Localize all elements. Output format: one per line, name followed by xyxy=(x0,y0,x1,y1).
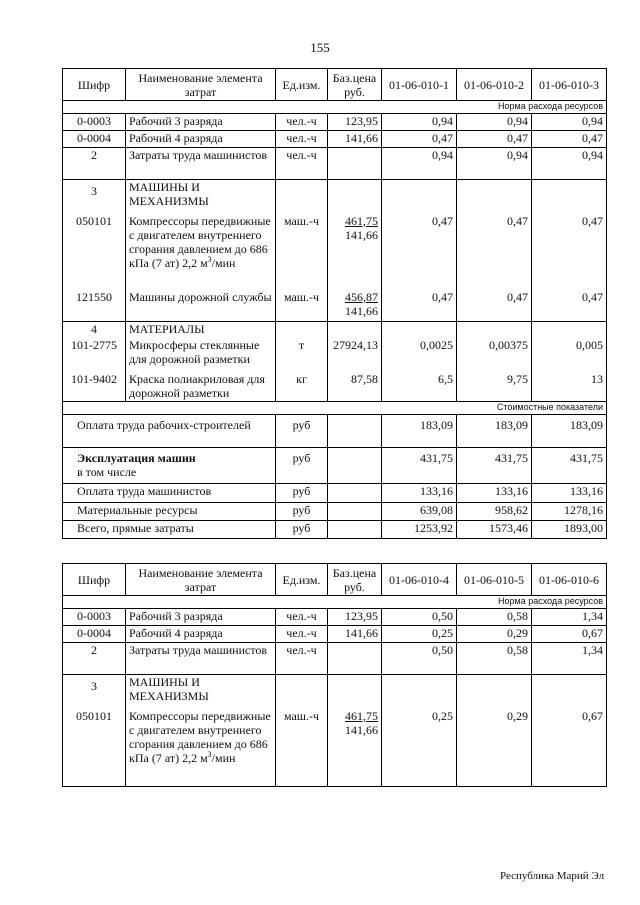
row-unit: маш.-ч xyxy=(276,290,328,322)
section-code: 4 xyxy=(63,322,126,338)
row-price: 456,87 141,66 xyxy=(328,290,382,322)
row-value: 0,94 xyxy=(457,114,532,131)
row-price: 461,75 141,66 xyxy=(328,214,382,290)
resource-table-2 xyxy=(62,563,607,787)
cost-value: 133,16 xyxy=(532,484,607,503)
row-code: 050101 xyxy=(63,709,126,787)
row-value: 0,67 xyxy=(532,626,607,643)
row-value: 1,34 xyxy=(532,609,607,626)
section-title: МАШИНЫ И МЕХАНИЗМЫ xyxy=(126,180,276,214)
row-unit: чел.-ч xyxy=(276,131,328,148)
table-row xyxy=(63,338,607,368)
row-value: 0,005 xyxy=(532,338,607,368)
row-value: 0,58 xyxy=(457,643,532,675)
norm-label: Норма расхода ресурсов xyxy=(63,596,607,609)
cost-value: 1573,46 xyxy=(457,521,532,539)
row-value: 0,00375 xyxy=(457,338,532,368)
row-value: 0,0025 xyxy=(382,338,457,368)
row-value: 0,94 xyxy=(382,148,457,180)
row-value: 0,25 xyxy=(382,626,457,643)
table-row xyxy=(63,626,607,643)
header-column: 01-06-010-3 xyxy=(532,69,607,101)
cost-unit: руб xyxy=(276,448,328,484)
header-price: Баз.цена руб. xyxy=(328,564,382,596)
row-unit: кг xyxy=(276,368,328,402)
row-unit: чел.-ч xyxy=(276,643,328,675)
row-code: 0-0003 xyxy=(63,114,126,131)
table-row xyxy=(63,114,607,131)
cost-row xyxy=(63,503,607,521)
row-unit: т xyxy=(276,338,328,368)
cost-name: Оплата труда машинистов xyxy=(63,484,276,503)
cost-row xyxy=(63,521,607,539)
cost-value: 1278,16 xyxy=(532,503,607,521)
table-row xyxy=(63,709,607,787)
row-code: 0-0004 xyxy=(63,626,126,643)
row-name: Компрессоры передвижные с двигателем внутреннего сгорания давлением до 686 кПа (7 ат) 2,2 $м^3$/мин xyxy=(126,709,276,787)
table-row xyxy=(63,368,607,402)
row-name: Компрессоры передвижные с двигателем внутреннего сгорания давлением до 686 кПа (7 ат) 2,2 $м^3$/мин xyxy=(126,214,276,290)
table-row xyxy=(63,214,607,290)
row-name: Рабочий 3 разряда xyxy=(126,609,276,626)
row-code: 2 xyxy=(63,643,126,675)
cost-name: Всего, прямые затраты xyxy=(63,521,276,539)
header-column: 01-06-010-4 xyxy=(382,564,457,596)
header-unit: Ед.изм. xyxy=(276,69,328,101)
row-price: 123,95 xyxy=(328,609,382,626)
row-name: Затраты труда машинистов xyxy=(126,643,276,675)
footer-region: Республика Марий Эл xyxy=(500,870,605,882)
cost-name: Оплата труда рабочих-строителей xyxy=(63,415,276,448)
cost-label: Стоимостные показатели xyxy=(63,402,607,415)
row-unit: чел.-ч xyxy=(276,114,328,131)
row-price: 461,75 141,66 xyxy=(328,709,382,787)
row-unit: чел.-ч xyxy=(276,148,328,180)
row-price: 87,58 xyxy=(328,368,382,402)
cost-name: Эксплуатация машин в том числе xyxy=(63,448,276,484)
cost-value: 431,75 xyxy=(457,448,532,484)
cost-value: 639,08 xyxy=(382,503,457,521)
row-price: 123,95 xyxy=(328,114,382,131)
table-row xyxy=(63,131,607,148)
section-title: МАТЕРИАЛЫ xyxy=(126,322,276,338)
cost-unit: руб xyxy=(276,503,328,521)
row-name: Рабочий 4 разряда xyxy=(126,626,276,643)
cost-value: 133,16 xyxy=(457,484,532,503)
cost-row xyxy=(63,484,607,503)
row-value: 0,50 xyxy=(382,609,457,626)
row-code: 121550 xyxy=(63,290,126,322)
row-code: 101-2775 xyxy=(63,338,126,368)
header-column: 01-06-010-1 xyxy=(382,69,457,101)
row-value: 0,58 xyxy=(457,609,532,626)
row-price xyxy=(328,643,382,675)
row-value: 0,94 xyxy=(382,114,457,131)
page-number: 155 xyxy=(310,40,330,55)
row-value: 0,50 xyxy=(382,643,457,675)
header-price: Баз.цена руб. xyxy=(328,69,382,101)
header-column: 01-06-010-6 xyxy=(532,564,607,596)
header-name: Наименование элемента затрат xyxy=(126,564,276,596)
cost-value: 431,75 xyxy=(532,448,607,484)
norm-label-row xyxy=(63,596,607,609)
cost-value: 183,09 xyxy=(532,415,607,448)
row-value: 0,94 xyxy=(457,148,532,180)
table-row xyxy=(63,643,607,675)
cost-unit: руб xyxy=(276,521,328,539)
header-name: Наименование элемента затрат xyxy=(126,69,276,101)
row-unit: маш.-ч xyxy=(276,214,328,290)
section-title: МАШИНЫ И МЕХАНИЗМЫ xyxy=(126,675,276,709)
norm-label: Норма расхода ресурсов xyxy=(63,101,607,114)
table-header-row xyxy=(63,564,607,596)
row-value: 0,94 xyxy=(532,114,607,131)
row-name: Затраты труда машинистов xyxy=(126,148,276,180)
cost-value: 183,09 xyxy=(382,415,457,448)
row-price: 27924,13 xyxy=(328,338,382,368)
header-code: Шифр xyxy=(63,564,126,596)
row-price xyxy=(328,148,382,180)
table-row xyxy=(63,290,607,322)
cost-value: 1253,92 xyxy=(382,521,457,539)
row-value: 0,47 xyxy=(382,290,457,322)
section-code: 3 xyxy=(63,180,126,214)
row-value: 13 xyxy=(532,368,607,402)
row-value: 9,75 xyxy=(457,368,532,402)
row-value: 0,47 xyxy=(382,214,457,290)
cost-value: 958,62 xyxy=(457,503,532,521)
cost-value: 133,16 xyxy=(382,484,457,503)
row-value: 0,47 xyxy=(532,131,607,148)
table-row xyxy=(63,148,607,180)
section-code: 3 xyxy=(63,675,126,709)
row-name: Рабочий 4 разряда xyxy=(126,131,276,148)
table-header-row xyxy=(63,69,607,101)
norm-label-row xyxy=(63,101,607,114)
table-row xyxy=(63,609,607,626)
row-value: 0,47 xyxy=(382,131,457,148)
row-value: 0,29 xyxy=(457,626,532,643)
cost-value: 183,09 xyxy=(457,415,532,448)
cost-label-row xyxy=(63,402,607,415)
row-code: 2 xyxy=(63,148,126,180)
row-value: 0,94 xyxy=(532,148,607,180)
row-value: 6,5 xyxy=(382,368,457,402)
row-value: 0,47 xyxy=(532,214,607,290)
row-name: Рабочий 3 разряда xyxy=(126,114,276,131)
row-name: Машины дорожной службы xyxy=(126,290,276,322)
section-row xyxy=(63,322,607,338)
row-code: 0-0003 xyxy=(63,609,126,626)
row-name: Микросферы стеклянные для дорожной разметки xyxy=(126,338,276,368)
row-unit: маш.-ч xyxy=(276,709,328,787)
section-row xyxy=(63,675,607,709)
resource-table-1 xyxy=(62,68,607,539)
header-unit: Ед.изм. xyxy=(276,564,328,596)
row-code: 050101 xyxy=(63,214,126,290)
row-code: 101-9402 xyxy=(63,368,126,402)
header-column: 01-06-010-2 xyxy=(457,69,532,101)
row-value: 0,47 xyxy=(457,214,532,290)
row-unit: чел.-ч xyxy=(276,609,328,626)
row-value: 0,47 xyxy=(457,290,532,322)
row-value: 0,29 xyxy=(457,709,532,787)
row-value: 1,34 xyxy=(532,643,607,675)
row-price: 141,66 xyxy=(328,131,382,148)
row-value: 0,67 xyxy=(532,709,607,787)
cost-unit: руб xyxy=(276,484,328,503)
cost-row xyxy=(63,448,607,484)
row-value: 0,47 xyxy=(532,290,607,322)
cost-value: 1893,00 xyxy=(532,521,607,539)
cost-value: 431,75 xyxy=(382,448,457,484)
section-row xyxy=(63,180,607,214)
cost-unit: руб xyxy=(276,415,328,448)
row-value: 0,47 xyxy=(457,131,532,148)
row-unit: чел.-ч xyxy=(276,626,328,643)
cost-row xyxy=(63,415,607,448)
row-name: Краска полиакриловая для дорожной разметки xyxy=(126,368,276,402)
header-column: 01-06-010-5 xyxy=(457,564,532,596)
row-value: 0,25 xyxy=(382,709,457,787)
header-code: Шифр xyxy=(63,69,126,101)
cost-name: Материальные ресурсы xyxy=(63,503,276,521)
row-code: 0-0004 xyxy=(63,131,126,148)
row-price: 141,66 xyxy=(328,626,382,643)
